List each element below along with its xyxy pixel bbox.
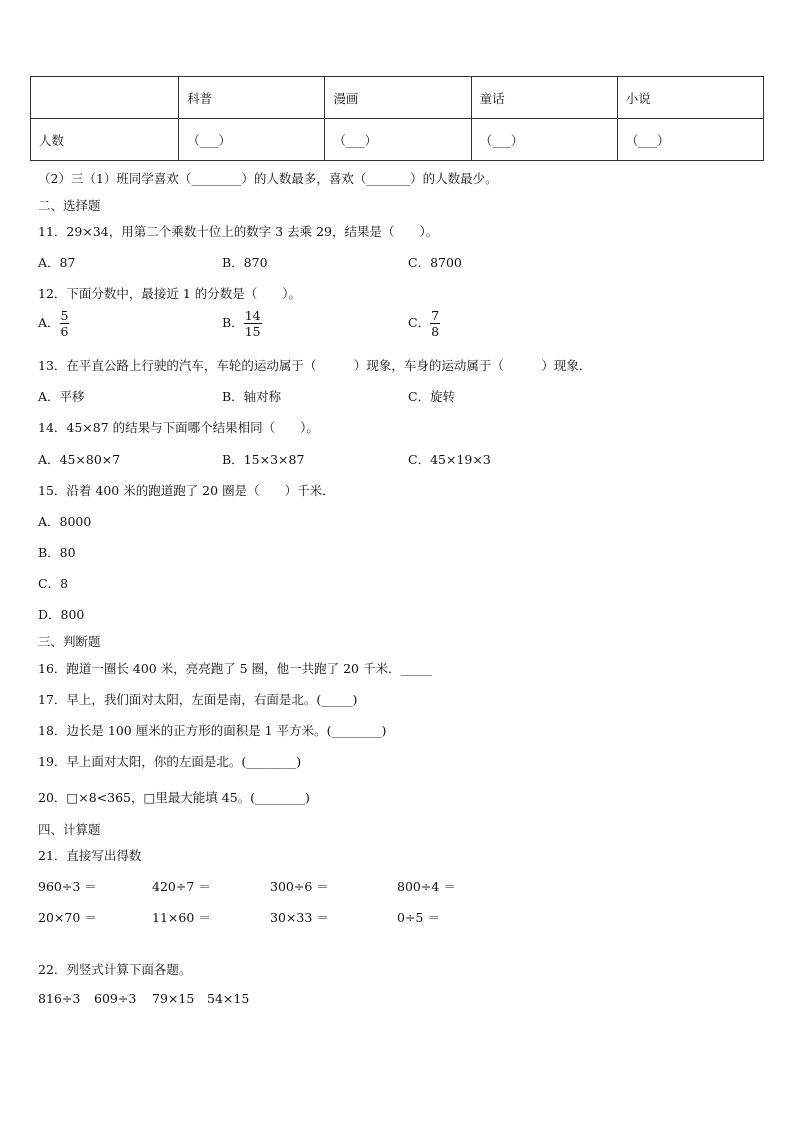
question-16: 16．跑道一圈长 400 米，亮亮跑了 5 圈，他一共跑了 20 千米．_____ xyxy=(38,661,432,676)
fraction-denominator: 15 xyxy=(244,324,261,339)
fraction xyxy=(244,308,262,339)
table-row xyxy=(31,119,764,161)
vertical-calc-item: 609÷3 xyxy=(94,991,137,1006)
option-label: C． xyxy=(408,315,431,330)
option-14-a[interactable]: A．45×80×7 xyxy=(38,452,121,467)
table-header-cell: 科普 xyxy=(179,77,325,119)
fraction-denominator: 6 xyxy=(60,324,69,339)
option-11-c[interactable]: C．8700 xyxy=(408,255,462,270)
fraction-numerator: 5 xyxy=(60,308,69,323)
option-label: B． xyxy=(222,315,244,330)
option-13-c[interactable]: C．旋转 xyxy=(408,389,456,404)
option-15-b[interactable]: B．80 xyxy=(38,545,76,560)
table-blank-cell[interactable]: （___） xyxy=(617,119,763,161)
survey-table xyxy=(30,76,764,161)
vertical-calc-item: 79×15 xyxy=(152,991,195,1006)
question-21: 21．直接写出得数 xyxy=(38,848,142,863)
question-17: 17．早上，我们面对太阳，左面是南，右面是北。(_____) xyxy=(38,692,358,707)
fraction-numerator: 14 xyxy=(244,308,261,323)
option-15-d[interactable]: D．800 xyxy=(38,607,85,622)
question-19: 19．早上面对太阳，你的左面是北。(________) xyxy=(38,754,302,769)
table-header-cell: 漫画 xyxy=(325,77,471,119)
section-heading-choice: 二、选择题 xyxy=(38,198,101,213)
calc-item: 11×60 ＝ xyxy=(152,910,211,925)
table-header-cell: 童话 xyxy=(471,77,617,119)
fraction xyxy=(60,308,70,339)
option-label: A． xyxy=(38,315,60,330)
option-14-c[interactable]: C．45×19×3 xyxy=(408,452,491,467)
calc-item: 960÷3 ＝ xyxy=(38,879,97,894)
option-13-b[interactable]: B．轴对称 xyxy=(222,389,282,404)
table-header-row xyxy=(31,77,764,119)
calc-item: 20×70 ＝ xyxy=(38,910,97,925)
vertical-calc-item: 816÷3 xyxy=(38,991,81,1006)
option-12-b[interactable] xyxy=(222,308,262,339)
part2-question: （2）三（1）班同学喜欢（________）的人数最多，喜欢（_______）的人数最少。 xyxy=(38,171,498,186)
table-header-cell: 小说 xyxy=(617,77,763,119)
option-13-a[interactable]: A．平移 xyxy=(38,389,85,404)
table-blank-cell[interactable]: （___） xyxy=(325,119,471,161)
question-12: 12．下面分数中，最接近 1 的分数是（ ）。 xyxy=(38,286,302,301)
question-11: 11．29×34，用第二个乘数十位上的数字 3 去乘 29，结果是（ ）。 xyxy=(38,224,439,239)
question-18: 18．边长是 100 厘米的正方形的面积是 1 平方米。(________) xyxy=(38,723,387,738)
table-blank-cell[interactable]: （___） xyxy=(179,119,325,161)
option-11-b[interactable]: B．870 xyxy=(222,255,268,270)
option-15-c[interactable]: C．8 xyxy=(38,576,69,591)
option-12-a[interactable] xyxy=(38,308,69,339)
option-15-a[interactable]: A．8000 xyxy=(38,514,92,529)
question-20: 20．□×8<365，□里最大能填 45。(________) xyxy=(38,790,310,805)
calc-item: 300÷6 ＝ xyxy=(270,879,329,894)
question-13: 13．在平直公路上行驶的汽车，车轮的运动属于（ ）现象，车身的运动属于（ ）现象． xyxy=(38,358,592,373)
calc-item: 420÷7 ＝ xyxy=(152,879,211,894)
calc-item: 0÷5 ＝ xyxy=(397,910,440,925)
question-22: 22．列竖式计算下面各题。 xyxy=(38,962,192,977)
fraction-numerator: 7 xyxy=(431,308,440,323)
option-11-a[interactable]: A．87 xyxy=(38,255,76,270)
option-14-b[interactable]: B．15×3×87 xyxy=(222,452,305,467)
option-12-c[interactable] xyxy=(408,308,440,339)
table-header-cell xyxy=(31,77,179,119)
vertical-calc-item: 54×15 xyxy=(207,991,250,1006)
table-blank-cell[interactable]: （___） xyxy=(471,119,617,161)
question-14: 14．45×87 的结果与下面哪个结果相同（ ）。 xyxy=(38,420,319,435)
fraction-denominator: 8 xyxy=(431,324,440,339)
calc-item: 30×33 ＝ xyxy=(270,910,329,925)
table-row-label: 人数 xyxy=(31,119,179,161)
calc-item: 800÷4 ＝ xyxy=(397,879,456,894)
fraction xyxy=(430,308,440,339)
section-heading-calc: 四、计算题 xyxy=(38,822,101,837)
question-15: 15．沿着 400 米的跑道跑了 20 圈是（ ）千米． xyxy=(38,483,335,498)
section-heading-judge: 三、判断题 xyxy=(38,634,101,649)
